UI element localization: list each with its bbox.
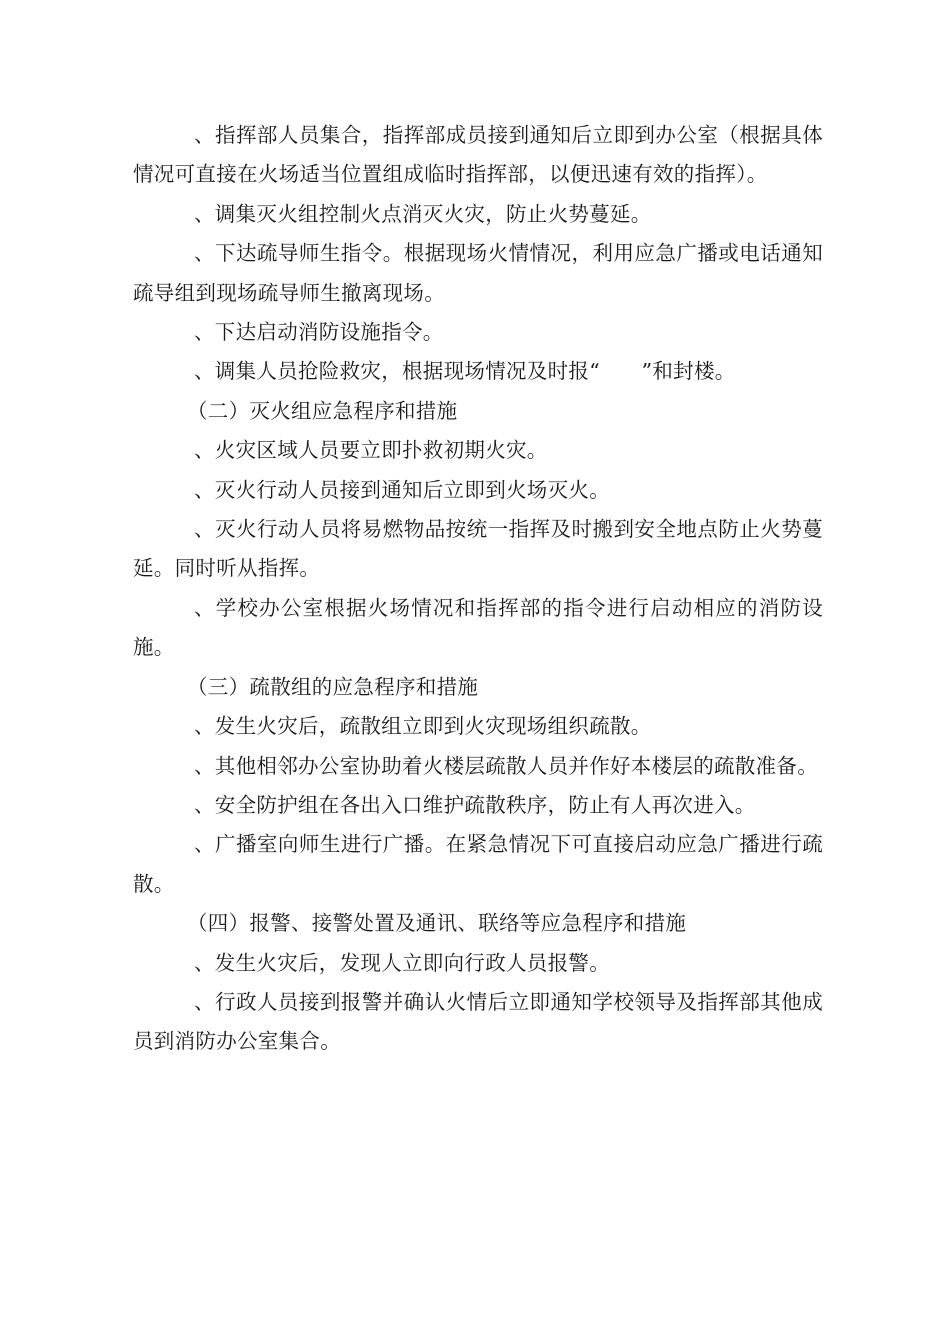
paragraph-office-facilities: 、学校办公室根据火场情况和指挥部的指令进行启动相应的消防设施。 <box>133 595 823 660</box>
paragraph-broadcast: 、广播室向师生进行广播。在紧急情况下可直接启动应急广播进行疏散。 <box>133 832 823 896</box>
paragraph-rescue: 、调集人员抢险救灾，根据现场情况及时报“ ”和封楼。 <box>194 359 736 384</box>
paragraph-move-flammables: 、灭火行动人员将易燃物品按统一指挥及时搬到安全地点防止火势蔓延。同时听从指挥。 <box>133 517 823 581</box>
paragraph-evacuation-order: 、下达疏导师生指令。根据现场火情情况，利用应急广播或电话通知疏导组到现场疏导师生撤离现场。 <box>133 241 823 305</box>
section-heading-firefighting-group: （二）灭火组应急程序和措施 <box>187 398 458 423</box>
paragraph-dispatch-firefighting: 、调集灭火组控制火点消灭火灾，防止火势蔓延。 <box>194 201 652 226</box>
paragraph-adjacent-offices: 、其他相邻办公室协助着火楼层疏散人员并作好本楼层的疏散准备。 <box>194 753 818 778</box>
document-body <box>133 116 823 1062</box>
paragraph-report-alarm: 、发生火灾后，发现人立即向行政人员报警。 <box>194 950 610 975</box>
section-heading-alarm-communication: （四）报警、接警处置及通讯、联络等应急程序和措施 <box>187 911 687 936</box>
paragraph-notify-leaders: 、行政人员接到报警并确认火情后立即通知学校领导及指挥部其他成员到消防办公室集合。 <box>133 989 823 1054</box>
paragraph-start-facilities: 、下达启动消防设施指令。 <box>194 320 444 345</box>
paragraph-organize-evacuation: 、发生火灾后，疏散组立即到火灾现场组织疏散。 <box>194 714 652 739</box>
paragraph-fire-response: 、灭火行动人员接到通知后立即到火场灭火。 <box>194 477 610 502</box>
paragraph-initial-fire: 、火灾区域人员要立即扑救初期火灾。 <box>194 438 548 463</box>
section-heading-evacuation-group: （三）疏散组的应急程序和措施 <box>187 674 479 699</box>
paragraph-entrance-order: 、安全防护组在各出入口维护疏散秩序，防止有人再次进入。 <box>194 792 756 817</box>
paragraph-assemble-command: 、指挥部人员集合，指挥部成员接到通知后立即到办公室（根据具体情况可直接在火场适当位置组成临时指挥部，以便迅速有效的指挥）。 <box>133 123 823 187</box>
